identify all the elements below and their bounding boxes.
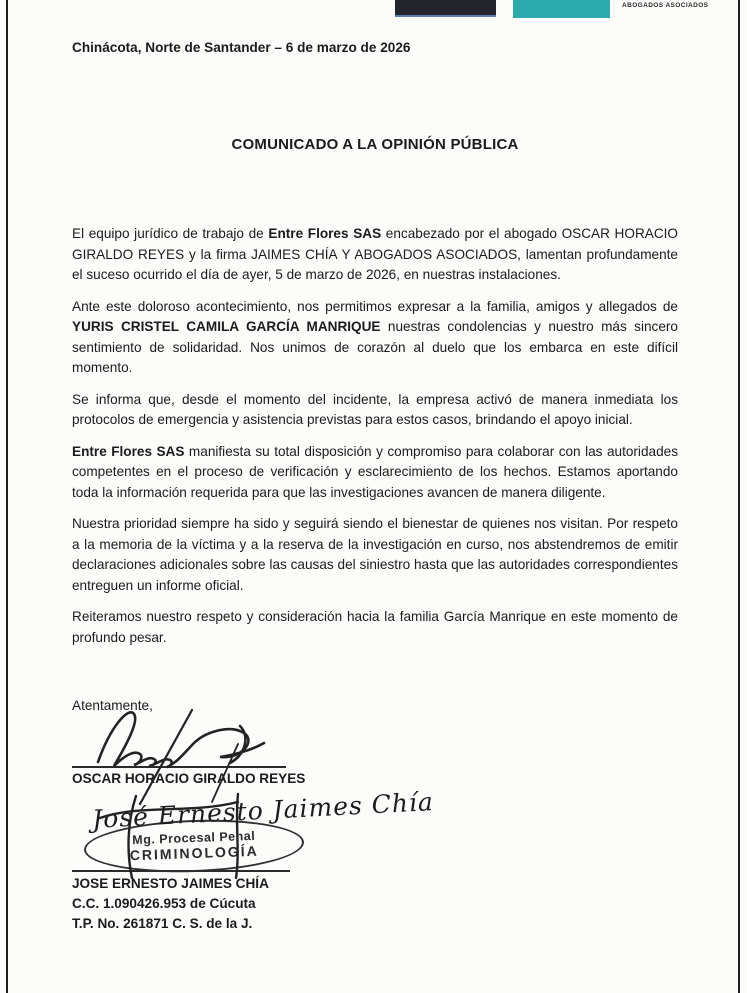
body-paragraph: Ante este doloroso acontecimiento, nos permitimos expresar a la familia, amigos y allegados de YURIS CRISTEL CAMILA GARCÍA MANRIQUE nuestras condolencias y nuestro más sincero sentimiento de solidaridad. Nos unimos de corazón al duelo que los embarca en este difícil momento. — [72, 298, 678, 375]
stamp-line1: Mg. Procesal Penal — [132, 828, 256, 848]
closing-word: Atentamente, — [72, 698, 153, 713]
jaimes-chia-logo-fragment — [513, 0, 610, 18]
body-paragraph: Se informa que, desde el momento del incidente, la empresa activó de manera inmediata los protocolos de emergencia y asistencia previstas para estos casos, brindando el apoyo inicial. — [72, 391, 678, 427]
page-border-right — [738, 0, 740, 993]
signatory-name-oscar: OSCAR HORACIO GIRALDO REYES — [72, 771, 306, 786]
stamp-line2: CRIMINOLOGÍA — [129, 842, 259, 864]
body-paragraph: Reiteramos nuestro respeto y consideración hacia la familia García Manrique en este momento de profundo pesar. — [72, 609, 678, 645]
signatory-name-jose: JOSE ERNESTO JAIMES CHÍA — [72, 876, 269, 891]
signature-strokes-jose — [70, 792, 340, 882]
signatory-tp: T.P. No. 261871 C. S. de la J. — [72, 916, 253, 931]
letter-body — [72, 224, 678, 659]
body-paragraph: Entre Flores SAS manifiesta su total disposición y compromiso para colaborar con las autoridades competentes en el proceso de verificación y esclarecimiento de los hechos. Estamos aportando toda la información requerida para que las investigaciones avancen de manera diligente. — [72, 443, 678, 500]
body-paragraph: Nuestra prioridad siempre ha sido y seguirá siendo el bienestar de quienes nos visitan. Por respeto a la memoria de la víctima y a la reserva de la investigación en curso, nos abstendremos de emitir declaraciones adicionales sobre las causas del siniestro hasta que las autoridades correspondientes entreguen un informe oficial. — [72, 516, 678, 593]
document-title: COMUNICADO A LA OPINIÓN PÚBLICA — [231, 136, 519, 153]
body-paragraph: El equipo jurídico de trabajo de Entre Flores SAS encabezado por el abogado OSCAR HORACIO GIRALDO REYES y la firma JAIMES CHÍA Y ABOGADOS ASOCIADOS, lamentan profundamente el suceso ocurrido el día de ayer, 5 de marzo de 2026, en nuestras instalaciones. — [72, 226, 679, 282]
date-line: Chinácota, Norte de Santander – 6 de marzo de 2026 — [72, 40, 411, 55]
signature-script-jose: José Ernesto Jaimes Chía — [91, 787, 435, 834]
signatory-cc: C.C. 1.090426.953 de Cúcuta — [72, 896, 256, 911]
firm-tagline: ABOGADOS ASOCIADOS — [622, 2, 709, 9]
page-border-left — [6, 0, 8, 993]
entre-flores-logo-fragment — [395, 0, 496, 17]
